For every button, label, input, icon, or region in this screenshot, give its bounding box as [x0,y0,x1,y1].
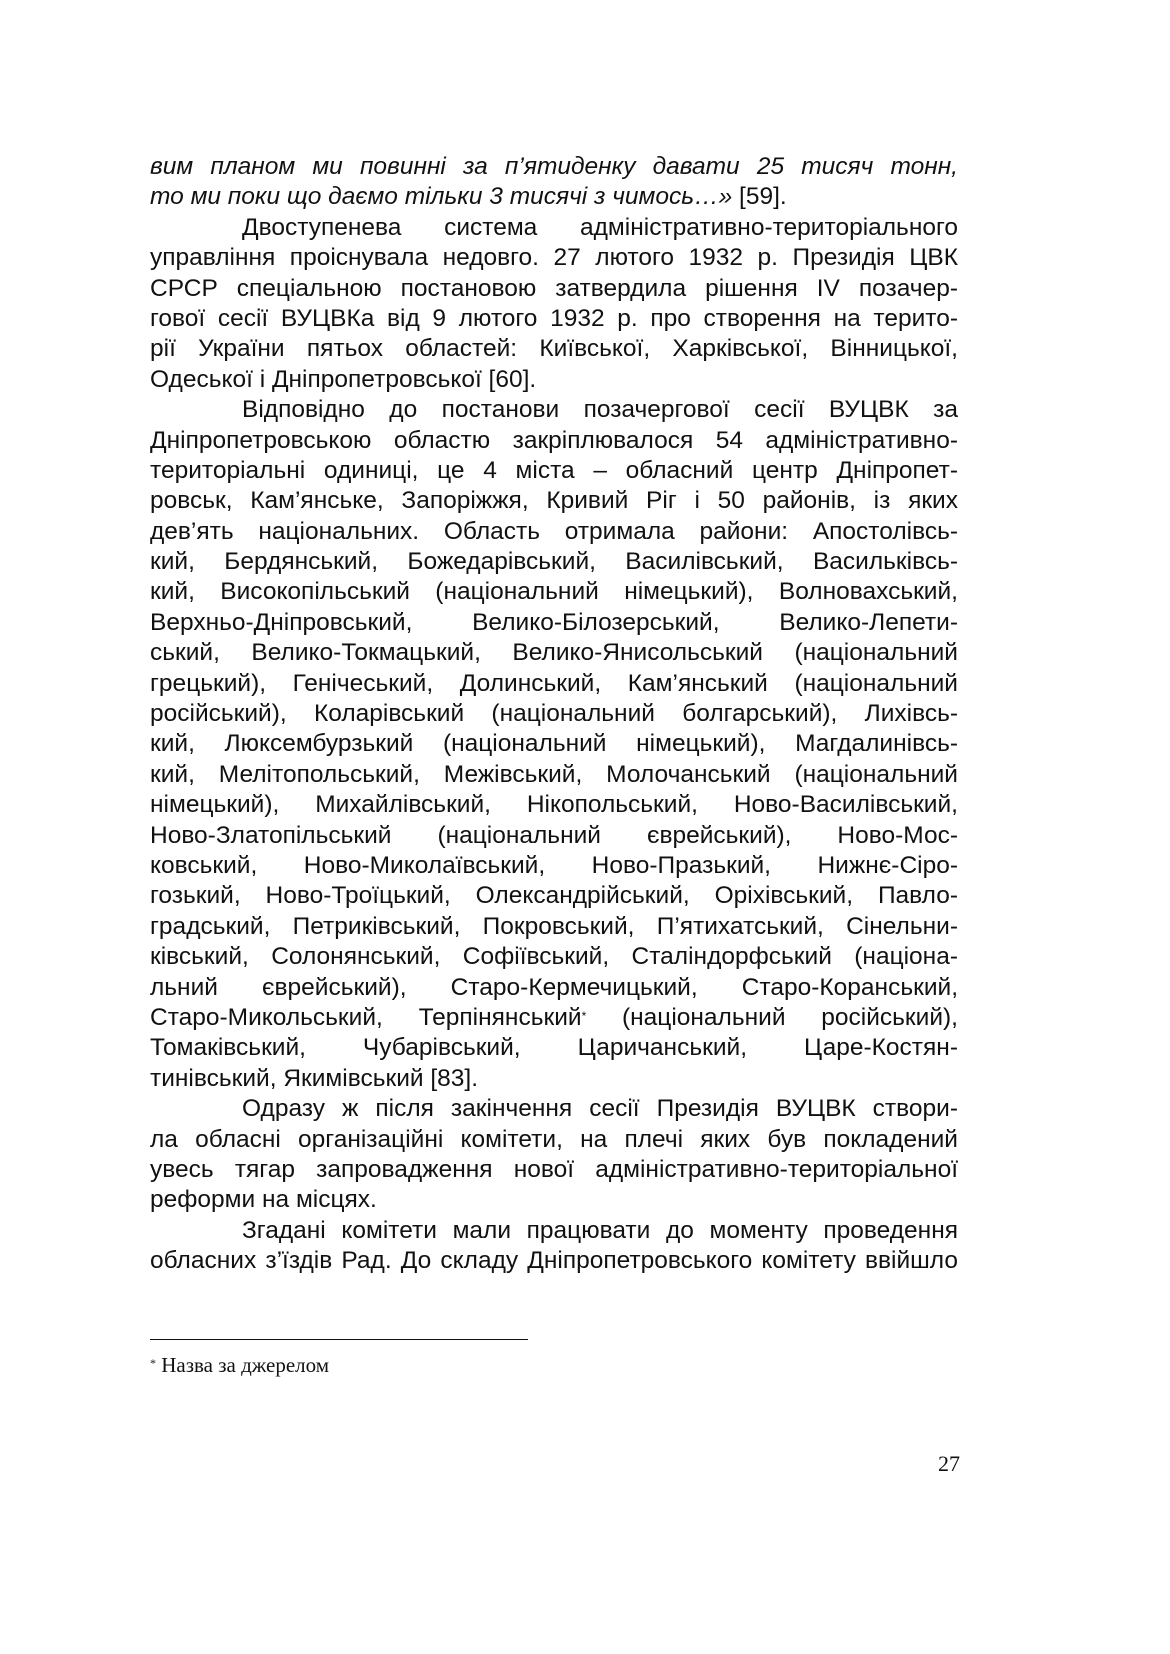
paragraph-2-line: Верхньо-Дніпровський, Велико-Білозерський, Велико-Лепети- [150,608,958,636]
paragraph-2-line: ровськ, Кам’янське, Запоріжжя, Кривий Ріг і 50 районів, із яких [150,487,958,515]
footnote-marker: * [150,1356,156,1370]
paragraph-2-line: німецький), Михайлівський, Нікопольський, Ново-Василівський, [150,791,958,819]
paragraph-2-line: гозький, Ново-Троїцький, Олександрійський, Оріхівський, Павло- [150,882,958,910]
paragraph-2-line-tail: (національний російський), [586,1003,958,1031]
paragraph-2-line-head: Старо-Микольський, Терпінянський [150,1003,582,1031]
paragraph-1-line: Двоступенева система адміністративно-територіального [242,213,958,241]
paragraph-1-line: гової сесії ВУЦВКа від 9 лютого 1932 р. про створення на терито- [150,304,958,332]
paragraph-2-line-footnoted [150,1003,958,1033]
paragraph-2-line: дев’ять національних. Область отримала райони: Апостолівсь- [150,517,958,545]
paragraph-1-line: управління проіснувала недовго. 27 лютого 1932 р. Президія ЦВК [150,244,958,272]
paragraph-2-line: Ново-Златопільський (національний єврейський), Ново-Мос- [150,821,958,849]
paragraph-1-line: СРСР спеціальною постановою затвердила рішення IV позачер- [150,274,958,302]
body-text [150,152,958,1276]
paragraph-3-line: Одразу ж після закінчення сесії Президія ВУЦВК створи- [242,1095,958,1123]
footnote [150,1352,329,1378]
quote-reference: [59]. [732,183,787,211]
paragraph-2-line: льний єврейський), Старо-Кермечицький, Старо-Коранський, [150,973,958,1001]
paragraph-2-line: ковський, Ново-Миколаївський, Ново-Празький, Нижнє-Сіро- [150,851,958,879]
paragraph-1-line: рії України пятьох областей: Київської, Харківської, Вінницької, [150,335,958,363]
paragraph-2-line: тинівський, Якимівський [83]. [150,1064,479,1092]
paragraph-2-line: кий, Мелітопольський, Межівський, Молочанський (національний [150,760,958,788]
footnote-reference-marker: * [581,1008,587,1023]
paragraph-4-line: Згадані комітети мали працювати до моменту проведення [242,1216,958,1244]
paragraph-2-line: грецький), Генічеський, Долинський, Кам’янський (національний [150,669,958,697]
footnote-text: Назва за джерелом [156,1353,330,1377]
paragraph-2-line: російський), Коларівський (національний болгарський), Лихівсь- [150,700,958,728]
paragraph-3-line: ла обласні організаційні комітети, на плечі яких був покладений [150,1125,958,1153]
quote-line-1: вим планом ми повинні за п’ятиденку давати 25 тисяч тонн, [150,153,958,180]
paragraph-1-line: Одеської і Дніпропетровської [60]. [150,365,537,393]
paragraph-2-line: кий, Бердянський, Божедарівський, Василівський, Васильківсь- [150,548,958,576]
quote-line-2-italic: то ми поки що даємо тільки 3 тисячі з чимось…» [150,183,733,211]
footnote-separator [150,1339,528,1340]
paragraph-2-line: кий, Люксембурзький (національний німецький), Магдалинівсь- [150,730,958,758]
paragraph-2-line: ський, Велико-Токмацький, Велико-Янисольський (національний [150,639,958,667]
paragraph-2-line: Відповідно до постанови позачергової сесії ВУЦВК за [242,396,958,424]
quote-line-2 [150,182,958,212]
paragraph-2-line: кий, Високопільський (національний німецький), Волновахський, [150,578,958,606]
page-number: 27 [938,1451,960,1476]
paragraph-3-line: реформи на місцях. [150,1186,377,1214]
paragraph-2-line: градський, Петриківський, Покровський, П’ятихатський, Сінельни- [150,912,958,940]
paragraph-2-line: Дніпропетровською областю закріплювалося 54 адміністративно- [150,426,958,454]
paragraph-3-line: увесь тягар запровадження нової адміністративно-територіальної [150,1155,958,1183]
paragraph-2-line: Томаківський, Чубарівський, Царичанський, Царе-Костян- [150,1034,958,1062]
paragraph-2-line: ківський, Солонянський, Софіївський, Сталіндорфський (націона- [150,943,958,971]
paragraph-2-line: територіальні одиниці, це 4 міста – обласний центр Дніпропет- [150,456,958,484]
paragraph-4-line: обласних з’їздів Рад. До складу Дніпропетровського комітету ввійшло [150,1247,958,1275]
